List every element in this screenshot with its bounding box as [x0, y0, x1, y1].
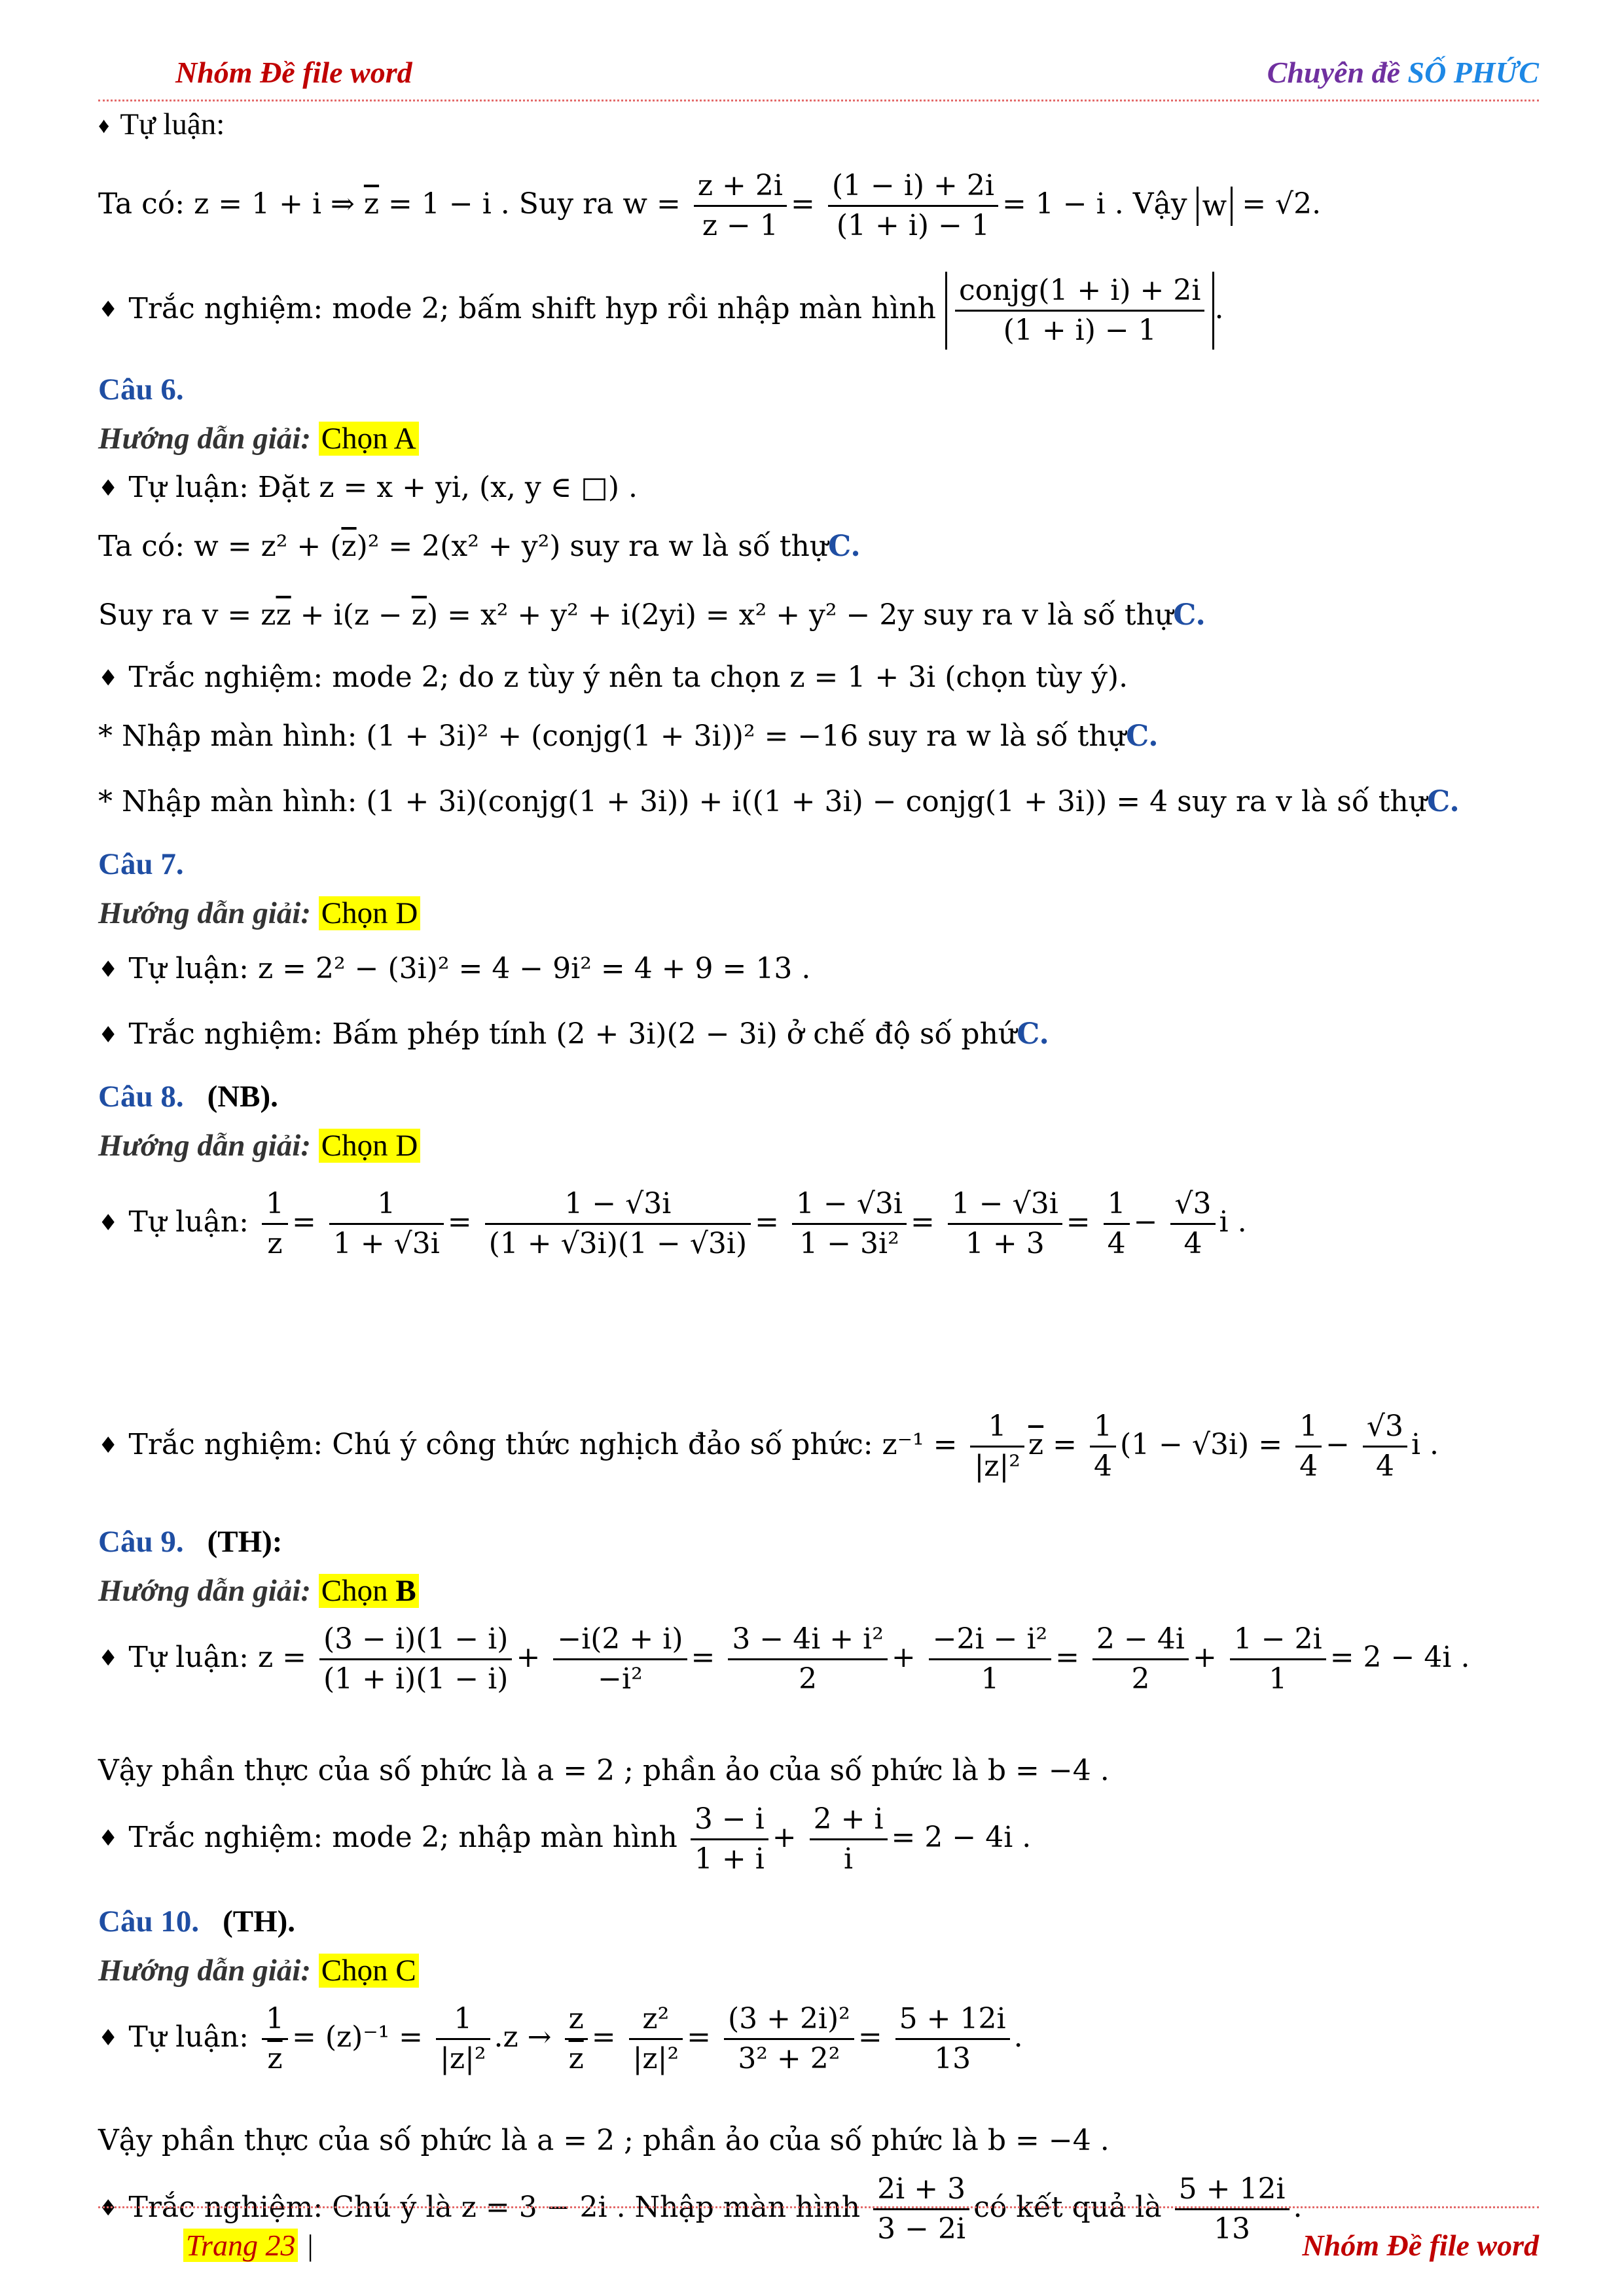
fraction: $\frac{\text{−2i − i²}}{1}$: [929, 1620, 1051, 1698]
fraction: $\frac{\text{(3 + 2i)²}}{\text{3² + 2²}}$: [724, 2000, 854, 2078]
c6-line-3: Suy ra $v = z\overline{z} + i(z - \overline{z}) = x^2 + y^2 + i(2yi) = x^2 + y^2 - 2y$ suy ra v là số thựC.: [98, 598, 1206, 632]
fraction: $\frac{1}{4}$: [1090, 1408, 1116, 1485]
answer-highlight: Chọn D: [319, 1129, 421, 1163]
fraction: $\frac{1}{z}$: [262, 1185, 288, 1263]
fraction: $\frac{1 - √3i}{(1 + √3i)(1 - √3i)}$: [485, 1185, 751, 1263]
c6-line-1: ♦ Tự luận: Đặt z = x + yi, (x, y ∈ □) .: [98, 471, 638, 504]
c9-line-2: Vậy phần thực của số phức là a = 2 ; phần ảo của số phức là b = −4 .: [98, 1754, 1110, 1787]
diamond-bullet-icon: ♦: [98, 2195, 118, 2221]
c7-guide-line: Hướng dẫn giải: Chọn D: [98, 894, 420, 933]
c6-line-4: ♦ Trắc nghiệm: mode 2; do z tùy ý nên ta chọn z = 1 + 3i (chọn tùy ý).: [98, 661, 1128, 694]
absolute-value: [945, 272, 1214, 350]
c10-line-3: ♦ Trắc nghiệm: Chú ý là z = 3 − 2i . Nhập màn hình $\frac{2i + 3}{3 - 2i}$ có kết quả là $\frac{5 + 12i}{13}$ .: [98, 2170, 1303, 2248]
page-header: [98, 47, 1539, 101]
fraction: $\frac{(3 - i)(1 - i)}{(1 + i)(1 - i)}$: [319, 1620, 512, 1698]
diamond-bullet-icon: ♦: [98, 1825, 118, 1851]
question-9-title: Câu 9. (TH):: [98, 1525, 283, 1559]
header-topic-accent: SỐ PHỨC: [1407, 56, 1539, 89]
page-footer: [98, 2206, 1539, 2274]
c9-line-3: ♦ Trắc nghiệm: mode 2; nhập màn hình $\frac{3 - i}{1 + i}$ + $\frac{2 + i}{i}$ = 2 − 4i .: [98, 1800, 1031, 1878]
diamond-bullet-icon: ♦: [98, 1210, 118, 1236]
fraction: $\frac{\text{conjg(1 + i) + 2i}}{(1 + i) - 1}$: [955, 272, 1204, 350]
c10-line-1: ♦ Tự luận: $\frac{1}{z}$ = (z)⁻¹ = $\frac{1}{\text{|z|²}}$ .z → $\frac{z}{z}$ = $\frac{\text{z²}}{\text{|z|²}}$ = $\frac{\text{(3 + 2i)²}}{\text{3² + 2²}}$ = $\frac{5 + 12i}{13}$ .: [98, 2000, 1023, 2078]
fraction: $\frac{1 - √3i}{1 + 3}$: [948, 1185, 1062, 1263]
c8-guide-line: Hướng dẫn giải: Chọn D: [98, 1126, 420, 1165]
c6-guide-line: Hướng dẫn giải: Chọn A: [98, 419, 419, 458]
diamond-bullet-icon: ♦: [98, 1645, 118, 1671]
diamond-bullet-icon: ♦: [98, 114, 110, 138]
fraction: $\frac{\text{3 − 4i + i²}}{2}$: [728, 1620, 887, 1698]
diamond-bullet-icon: ♦: [98, 2025, 118, 2051]
fraction: $\frac{1}{4}$: [1104, 1185, 1130, 1263]
c8-line-2: ♦ Trắc nghiệm: Chú ý công thức nghịch đảo số phức: z⁻¹ = $\frac{1}{\text{|z|²}}$ $\overline{z}$ = $\frac{1}{4}$ (1 − √3i) = $\frac{1}{4}$ − $\frac{√3}{4}$ i .: [98, 1408, 1439, 1485]
fraction: $\frac{-i(2 + i)}{\text{−i²}}$: [553, 1620, 687, 1698]
c6-line-6: * Nhập màn hình: (1 + 3i)(conjg(1 + 3i)) + i((1 + 3i) − conjg(1 + 3i)) = 4 suy ra v là số thựC.: [98, 785, 1460, 818]
diamond-bullet-icon: ♦: [98, 1432, 118, 1459]
header-group-name: Nhóm Đề file word: [175, 56, 412, 89]
diamond-bullet-icon: ♦: [98, 297, 118, 323]
fraction: $\frac{2 + i}{i}$: [810, 1800, 888, 1878]
page-number: Trang 23 |: [183, 2228, 314, 2263]
fraction: $\frac{3 - i}{1 + i}$: [691, 1800, 768, 1878]
fraction: $\frac{√3}{4}$: [1363, 1408, 1407, 1485]
question-6-title: Câu 6.: [98, 373, 184, 407]
c10-line-2: Vậy phần thực của số phức là a = 2 ; phần ảo của số phức là b = −4 .: [98, 2124, 1110, 2157]
question-8-title: Câu 8. (NB).: [98, 1080, 278, 1114]
c8-line-1: ♦ Tự luận: $\frac{1}{z}$ = $\frac{1}{1 + √3i}$ = $\frac{1 - √3i}{(1 + √3i)(1 - √3i)}$ = $\frac{1 - √3i}{\text{1 − 3i²}}$ = $\frac{1 - √3i}{1 + 3}$ = $\frac{1}{4}$ − $\frac{√3}{4}$ i .: [98, 1185, 1247, 1263]
diamond-bullet-icon: ♦: [98, 475, 118, 501]
fraction: $\frac{z + 2i}{z - 1}$: [694, 167, 787, 245]
c5-tu-luan-heading: ♦ Tự luận:: [98, 107, 225, 141]
answer-highlight: Chọn B: [319, 1574, 419, 1608]
c6-line-5: * Nhập màn hình: (1 + 3i)² + (conjg(1 + 3i))² = −16 suy ra w là số thựC.: [98, 720, 1159, 753]
question-7-title: Câu 7.: [98, 847, 184, 881]
fraction: $\frac{√3}{4}$: [1170, 1185, 1215, 1263]
answer-highlight: Chọn C: [319, 1954, 419, 1988]
fraction: $\frac{1}{z}$: [262, 2000, 288, 2078]
c10-guide-line: Hướng dẫn giải: Chọn C: [98, 1951, 419, 1990]
fraction: $\frac{5 + 12i}{13}$: [1175, 2170, 1290, 2248]
answer-highlight: Chọn D: [319, 896, 421, 930]
c7-line-1: ♦ Tự luận: z = 2² − (3i)² = 4 − 9i² = 4 + 9 = 13 .: [98, 952, 811, 985]
fraction: $\frac{1 - 2i}{1}$: [1230, 1620, 1326, 1698]
fraction: $\frac{1}{4}$: [1295, 1408, 1322, 1485]
c6-line-2: Ta có: $w = z^2 + (\overline{z})^2 = 2(x^2 + y^2)$ suy ra w là số thựC.: [98, 530, 861, 563]
fraction: $\frac{2 - 4i}{2}$: [1092, 1620, 1189, 1698]
diamond-bullet-icon: ♦: [98, 1022, 118, 1048]
fraction: $\frac{z}{z}$: [565, 2000, 588, 2078]
c5-solution-line: Ta có: z = 1 + i ⇒ $\overline{z} = 1 - i$ . Suy ra w = $\frac{z + 2i}{z - 1}$ = $\frac{(1 - i) + 2i}{(1 + i) - 1}$ = 1 − i . Vậy w = √2.: [98, 167, 1321, 245]
fraction: $\frac{1}{\text{|z|²}}$: [970, 1408, 1024, 1485]
fraction: $\frac{1}{\text{|z|²}}$: [436, 2000, 490, 2078]
c9-line-1: ♦ Tự luận: z = $\frac{(3 - i)(1 - i)}{(1 + i)(1 - i)}$ + $\frac{-i(2 + i)}{\text{−i²}}$ = $\frac{\text{3 − 4i + i²}}{2}$ + $\frac{\text{−2i − i²}}{1}$ = $\frac{2 - 4i}{2}$ + $\frac{1 - 2i}{1}$ = 2 − 4i .: [98, 1620, 1470, 1698]
fraction: $\frac{(1 - i) + 2i}{(1 + i) - 1}$: [828, 167, 998, 245]
diamond-bullet-icon: ♦: [98, 957, 118, 983]
fraction: $\frac{2i + 3}{3 - 2i}$: [873, 2170, 969, 2248]
c9-guide-line: Hướng dẫn giải: Chọn B: [98, 1571, 419, 1611]
answer-highlight: Chọn A: [319, 422, 419, 456]
fraction: $\frac{1 - √3i}{\text{1 − 3i²}}$: [792, 1185, 907, 1263]
fraction: $\frac{\text{z²}}{\text{|z|²}}$: [629, 2000, 683, 2078]
c5-trac-nghiem-line: ♦ Trắc nghiệm: mode 2; bấm shift hyp rồi nhập màn hình $\frac{\text{conjg(1 + i) + 2i}}{(1 + i) - 1}$ .: [98, 272, 1223, 350]
fraction: $\frac{1}{1 + √3i}$: [329, 1185, 444, 1263]
question-10-title: Câu 10. (TH).: [98, 1904, 296, 1939]
fraction: $\frac{5 + 12i}{13}$: [895, 2000, 1010, 2078]
footer-group-name: Nhóm Đề file word: [1302, 2229, 1539, 2262]
c7-line-2: ♦ Trắc nghiệm: Bấm phép tính (2 + 3i)(2 − 3i) ở chế độ số phứC.: [98, 1017, 1049, 1051]
header-topic: Chuyên đề SỐ PHỨC: [1267, 56, 1539, 89]
diamond-bullet-icon: ♦: [98, 665, 118, 691]
